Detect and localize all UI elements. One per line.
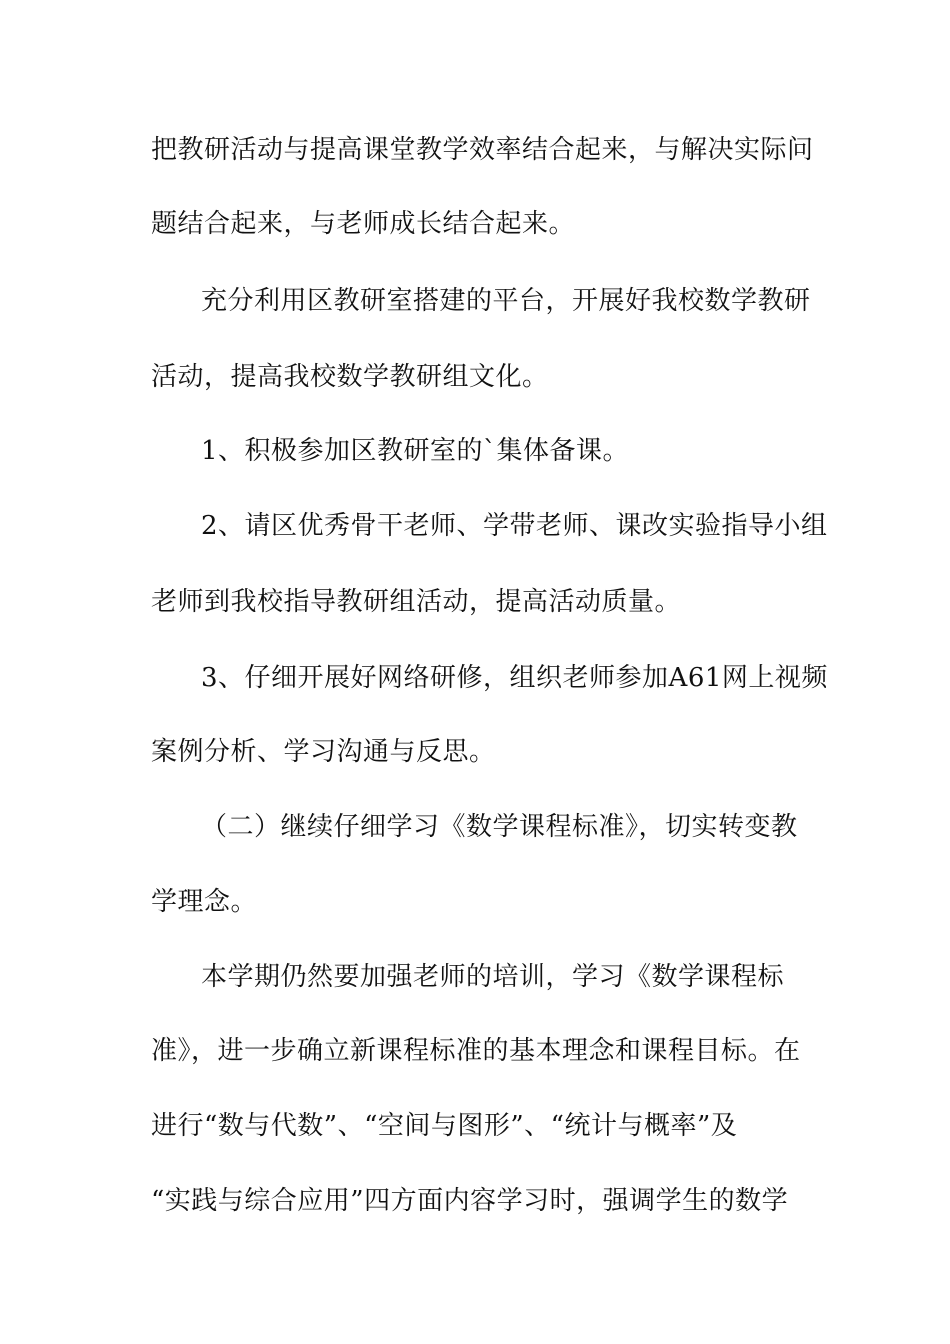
text-line-9: 案例分析、学习沟通与反思。 xyxy=(151,737,496,767)
text-line-8: 3、仔细开展好网络研修，组织老师参加A61网上视频 xyxy=(201,663,828,693)
text-line-10: （二）继续仔细学习《数学课程标准》，切实转变教 xyxy=(201,812,798,842)
text-line-1: 把教研活动与提高课堂教学效率结合起来，与解决实际问 xyxy=(151,135,814,165)
text-line-15: “实践与综合应用”四方面内容学习时，强调学生的数学 xyxy=(151,1186,789,1216)
text-line-6: 2、请区优秀骨干老师、学带老师、课改实验指导小组 xyxy=(201,511,828,541)
text-line-5: 1、积极参加区教研室的`集体备课。 xyxy=(201,436,630,466)
text-line-2: 题结合起来，与老师成长结合起来。 xyxy=(151,209,576,239)
text-line-7: 老师到我校指导教研组活动，提高活动质量。 xyxy=(151,587,682,617)
text-line-14: 进行“数与代数”、“空间与图形”、“统计与概率”及 xyxy=(151,1111,738,1141)
text-line-13: 准》，进一步确立新课程标准的基本理念和课程目标。在 xyxy=(151,1036,801,1066)
text-line-3: 充分利用区教研室搭建的平台，开展好我校数学教研 xyxy=(201,286,811,316)
text-line-12: 本学期仍然要加强老师的培训，学习《数学课程标 xyxy=(201,962,785,992)
text-line-11: 学理念。 xyxy=(151,887,258,917)
text-line-4: 活动，提高我校数学教研组文化。 xyxy=(151,362,549,392)
